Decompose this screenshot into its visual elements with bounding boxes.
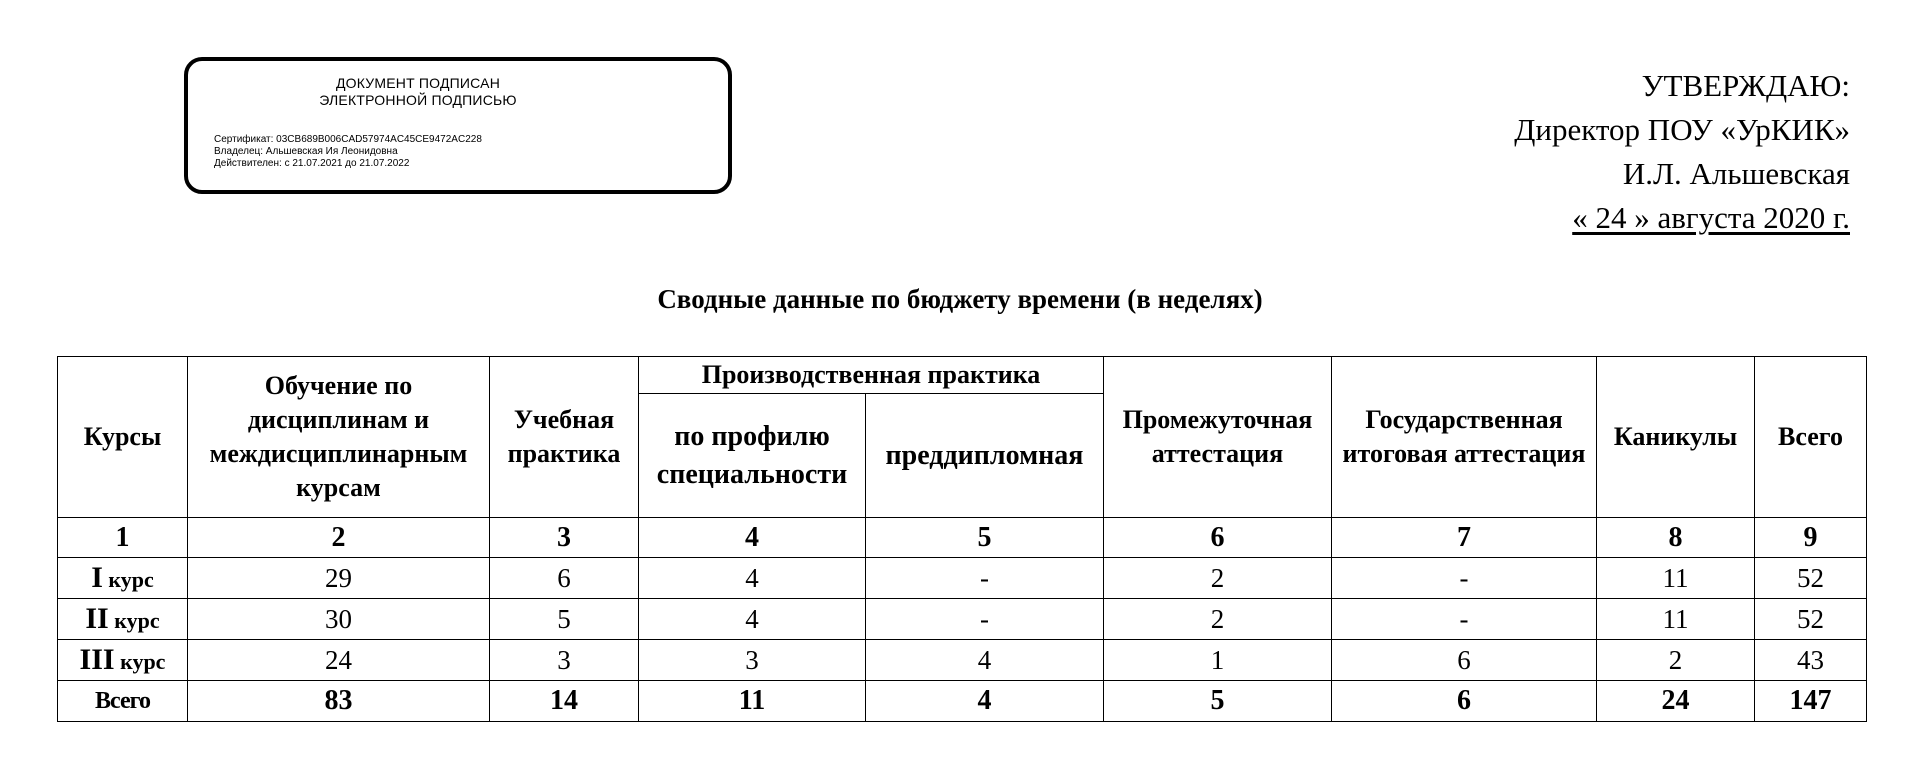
- header-by-profile: по профилю специальности: [639, 394, 866, 518]
- approval-date: « 24 » августа 2020 г.: [1572, 200, 1850, 235]
- header-total: Всего: [1755, 357, 1867, 518]
- table-cell: 4: [639, 558, 866, 599]
- table-row-course-2: [58, 599, 1867, 640]
- table-cell: 11: [1597, 599, 1755, 640]
- course-label: [58, 558, 188, 599]
- header-pre-diploma: преддипломная: [866, 394, 1104, 518]
- course-word: курс: [114, 649, 166, 674]
- table-row-course-1: [58, 558, 1867, 599]
- table-row-course-3: [58, 640, 1867, 681]
- table-cell: 2: [1104, 558, 1332, 599]
- header-intermediate: Промежуточная аттестация: [1104, 357, 1332, 518]
- column-number: 3: [490, 518, 639, 558]
- stamp-owner: Владелец: Альшевская Ия Леонидовна: [214, 146, 398, 157]
- table-cell: -: [1332, 558, 1597, 599]
- header-courses: Курсы: [58, 357, 188, 518]
- header-holidays: Каникулы: [1597, 357, 1755, 518]
- header-prod-practice: Производственная практика: [639, 357, 1104, 394]
- table-cell: 1: [1104, 640, 1332, 681]
- approval-line-approve: УТВЕРЖДАЮ:: [1641, 68, 1850, 103]
- header-edu-practice: Учебная практика: [490, 357, 639, 518]
- total-cell: 147: [1755, 681, 1867, 722]
- course-number: I: [91, 561, 103, 594]
- header-study: Обучение по дисциплинам и междисциплинарным курсам: [188, 357, 490, 518]
- table-cell: 2: [1597, 640, 1755, 681]
- table-cell: 4: [639, 599, 866, 640]
- table-cell: -: [1332, 599, 1597, 640]
- total-cell: 14: [490, 681, 639, 722]
- table-cell: 11: [1597, 558, 1755, 599]
- header-state-final: Государственная итоговая аттестация: [1332, 357, 1597, 518]
- column-number: 6: [1104, 518, 1332, 558]
- time-budget-table: [57, 356, 1867, 722]
- course-word: курс: [102, 567, 154, 592]
- approval-line-name: И.Л. Альшевская: [1622, 156, 1850, 191]
- column-number: 5: [866, 518, 1104, 558]
- stamp-details: [214, 134, 482, 170]
- table-cell: 3: [490, 640, 639, 681]
- total-label: Всего: [58, 681, 188, 722]
- table-cell: 52: [1755, 558, 1867, 599]
- table-cell: 24: [188, 640, 490, 681]
- table-cell: 2: [1104, 599, 1332, 640]
- column-number: 8: [1597, 518, 1755, 558]
- stamp-title: [188, 75, 728, 109]
- table-cell: 6: [1332, 640, 1597, 681]
- course-number: III: [79, 643, 115, 676]
- stamp-title-line1: ДОКУМЕНТ ПОДПИСАН: [335, 75, 501, 91]
- course-number: II: [85, 602, 109, 635]
- table-row-total: [58, 681, 1867, 722]
- course-label: [58, 640, 188, 681]
- table-cell: 29: [188, 558, 490, 599]
- column-number: 2: [188, 518, 490, 558]
- table-cell: 43: [1755, 640, 1867, 681]
- table-cell: 52: [1755, 599, 1867, 640]
- column-number: 4: [639, 518, 866, 558]
- total-cell: 11: [639, 681, 866, 722]
- total-cell: 24: [1597, 681, 1755, 722]
- table-cell: 4: [866, 640, 1104, 681]
- course-word: курс: [108, 608, 160, 633]
- stamp-valid: Действителен: с 21.07.2021 до 21.07.2022: [214, 158, 410, 169]
- total-cell: 6: [1332, 681, 1597, 722]
- table-cell: 6: [490, 558, 639, 599]
- course-label: [58, 599, 188, 640]
- table-cell: -: [866, 558, 1104, 599]
- table-cell: 30: [188, 599, 490, 640]
- approval-block: [1514, 64, 1850, 240]
- column-number: 1: [58, 518, 188, 558]
- table-cell: 5: [490, 599, 639, 640]
- approval-line-position: Директор ПОУ «УрКИК»: [1514, 112, 1850, 147]
- table-cell: 3: [639, 640, 866, 681]
- header-row-top: [58, 357, 1867, 394]
- column-number-row: [58, 518, 1867, 558]
- column-number: 7: [1332, 518, 1597, 558]
- total-cell: 5: [1104, 681, 1332, 722]
- document-title: Сводные данные по бюджету времени (в неделях): [657, 284, 1263, 314]
- electronic-signature-stamp: [184, 57, 732, 194]
- table-cell: -: [866, 599, 1104, 640]
- column-number: 9: [1755, 518, 1867, 558]
- total-cell: 83: [188, 681, 490, 722]
- stamp-certificate: Сертификат: 03CB689B006CAD57974AC45CE9472AC228: [214, 134, 482, 145]
- stamp-title-line2: ЭЛЕКТРОННОЙ ПОДПИСЬЮ: [319, 92, 517, 108]
- total-cell: 4: [866, 681, 1104, 722]
